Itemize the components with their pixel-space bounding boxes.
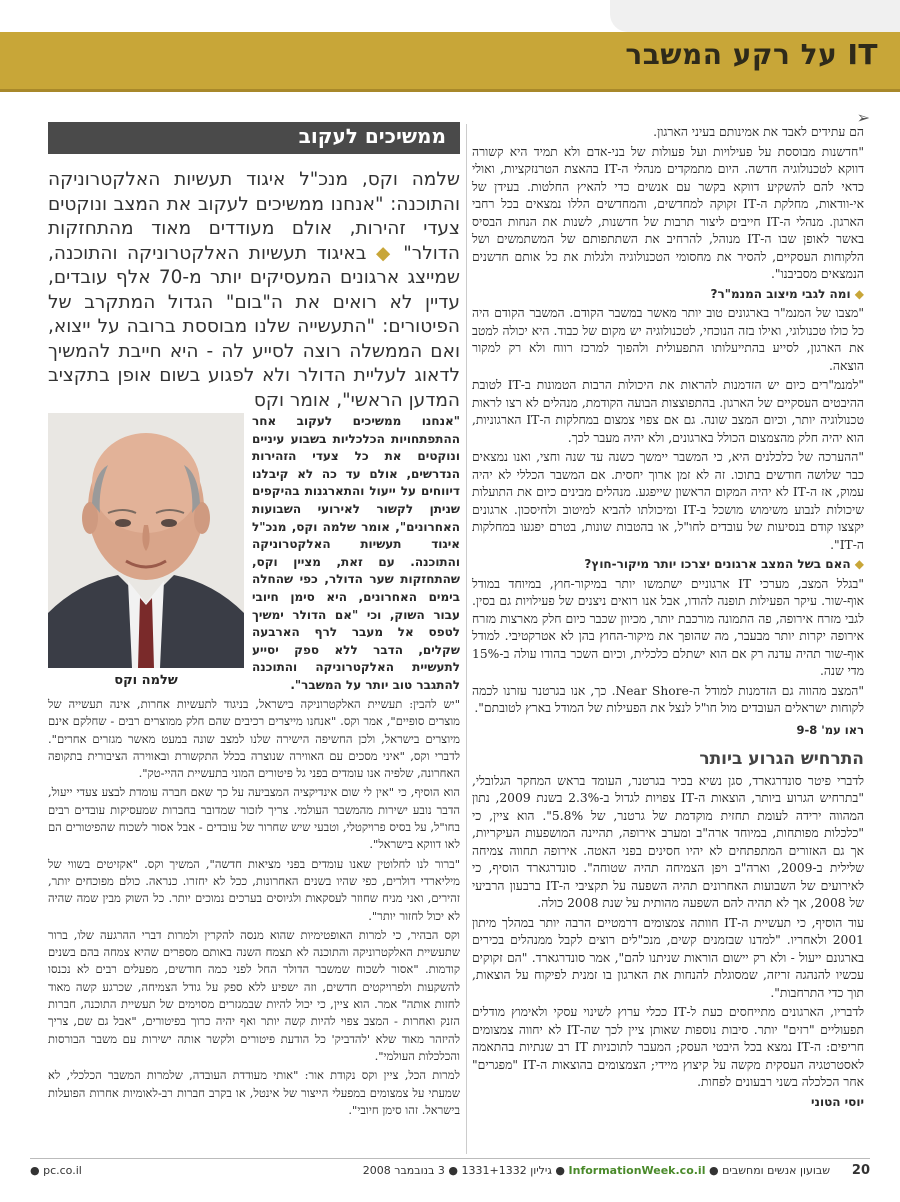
pc-site [30, 1164, 82, 1177]
sidebar-heading-box [48, 122, 460, 154]
diamond-bullet-icon: ◆ [375, 242, 394, 264]
main-paragraph: עוד הוסיף, כי תעשיית ה-IT חוותה צמצומים דרמטיים הרבה יותר במהלך מיתון 2001 ולאחריו. "למדנו שבזמנים קשים, מנכ"לים רוצים לקבל ממנהלים בכירים בארגונם ייעול - ולא רק יישום הוראות שניתנו להם", אמר סונדרגארד. "הם זקוקים עכשיו להנהגה זריזה, שמסוגלת להנחות את הארגון בו זמנית לפיקוח על הוצאות, תוך כדי התרחבות". [472, 915, 864, 1000]
main-paragraph: "ההערכה של כלכלנים היא, כי המשבר יימשך כשנה עד שנה וחצי, ואנו נמצאים כבר שלושה חודשים בתוכו. זה לא זמן ארוך יחסית. אם המשבר הכללי לא יהיה עמוק, אז ה-IT לא יהיה המקום הראשון שייפגע. מנהלים מבינים כיום את התועלות שיכולות לנבוע משימוש מושכל ב-IT ומיכולתו להביא למיטוב ולחיסכון. ארגונים יקצצו קודם בנסיעות של עובדים לחו"ל, או בהטבות שונות, בטרם יפגעו במחלקות ה-IT". [472, 450, 864, 552]
section-title: IT על רקע המשבר [625, 38, 878, 71]
top-tab [610, 0, 900, 32]
question-heading [472, 286, 864, 304]
column-divider [466, 124, 467, 1154]
sidebar-paragraph: וקס הבהיר, כי למרות האופטימיות שהוא מנסה להקרין ולמרות דברי ההרגעה שלו, ברור שתעשיית האלקטרוניקה והתוכנה לא תצמח השנה באותם מספרים שהיא צמחה בהם בשנים קודמות. "אסור לשכוח שמשבר הדולר החל לפני כמה חודשים, מפעלים רבים לא נכנסו להשקעות ולפרויקטים חדשים, וזה ישפיע ללא ספק על גודל הצמיחה, שכרגע קשה מאוד לחזות אותה" אמר. הוא ציין, כי יכול להיות שבמגזרים מסוימים של תעשיית התוכנה, חברות הזנק ואחרות - המצב צפוי להיות קשה יותר ואף יהיה כרוך בפיטורים, "אבל גם שם, צריך להיזהר מאוד שלא 'להדביק' כל הודעת פיטורים ולקשר אותה ישירות עם משבר הבורסות והכלכלות העולמי". [48, 927, 460, 1063]
section-arrow-icon: ➢ [856, 108, 870, 127]
photo-caption: שלמה וקס [48, 668, 244, 694]
bullet-icon: ● [555, 1164, 566, 1177]
top-bar [0, 0, 900, 32]
main-paragraph: לדברי פיטר סונדרגארד, סגן נשיא בכיר בגרטנר, העומד בראש המחקר הגלובלי, "בתרחיש הגרוע ביותר, הוצאות ה-IT צפויות לגדול ב-2.3% בשנת 2009, נתון המהווה ירידה לעומת תחזית מוקדמת של גרטנר, של 5.8%". הוא ציין, כי "כלכלות מפותחות, במיוחד ארה"ב ומערב אירופה, תהיינה המושפעות העיקריות, אך גם האזורים המתפתחים לא יהיו חסינים בפני האטה. אירופה תחווה צמיחה שלילית ב-2009, וארה"ב ויפן הצמיחה תהיה שטוחה". סונדרגארד הוסיף, כי לאירועים של השבועות האחרונים תהיה השפעה על תקציבי ה-IT ברבעון הרביעי של 2008, אך לא תהיה להם השפעה מהותית על שנת 2008 כולה. [472, 773, 865, 910]
see-also-ref: ראו עמ' 9-8 [796, 722, 864, 737]
sidebar-paragraph: למרות הכל, ציין וקס נקודת אור: "אותי מעודדת העובדה, שלמרות המשבר הכלכלי, לא שמעתי על צמצומים במפעלי הייצור של אינטל, או בקרב חברות רב-לאומיות אחרות הפועלות בישראל. זהו סימן חיובי". [48, 1068, 460, 1117]
issue-number: גיליון 1331+1332 [461, 1164, 552, 1177]
main-article-column [472, 124, 864, 1111]
sidebar-paragraph: הוא הוסיף, כי "אין לי שום אינדיקציה המצביעה על כך שאם חברה עומדת לבצע צעדי ייעול, הדבר נובע ישירות מהמשבר העולמי. צריך לזכור שמדובר בחברות שמעסיקות עובדים רבים בחו"ל, על בסיס פרויקטלי, וטבעי שיש שחרור של עובדים - אבל אסור לשכוח שהפיטורים הם לאו דווקא בישראל". [48, 785, 460, 852]
author-byline: יוסי הטוני [810, 1094, 864, 1109]
diamond-bullet-icon: ◆ [854, 557, 864, 571]
band-underline [0, 89, 900, 92]
page-number: 20 [851, 1163, 870, 1178]
portrait-illustration [48, 413, 244, 668]
main-paragraph: לדבריו, הארגונים מתייחסים כעת ל-IT ככלי ערוץ לשינוי עסקי ולאימוץ מודלים תפעוליים "רזים" יותר. סיבות נוספות שאותן ציין לכך שה-IT לא יחווה צמצומים חריפים: ה-IT נמצא בכל היבטי העסק; המעבר לתוכניות IT רב שנתיות בהתאמה לאסטרטגיה העסקית מקשה על קיצוץ מיידי; הצמצומים בהוצאות ה-IT "מפגרים" אחר הכלכלה בשני רבעונים לפחות. [472, 1005, 865, 1089]
footer-publication-info [363, 1164, 830, 1177]
main-paragraph: "חדשנות מבוססת על פעילויות ועל פעולות של בני-אדם ולא תמיד היא קשורה דווקא לטכנולוגיה חדשה. היום מתמקדים מנהלי ה-IT בהאצת הטרנזקציות, ואולי כדאי להם להשקיע דווקא בקשר עם אנשים כדי להאיץ החלטות. בעידן של אי-וודאות, מחלקת ה-IT זקוקה למחדשים, והמחדשים הללו נמצאים בכל רחבי הארגון. מנהלי ה-IT חייבים ליצור תרבות של חדשנות, לשנות את הנחות הבסיס באשר לאופן שבו ה-IT מנוהל, להרחיב את השתתפותם של המשתמשים ושל הלקוחות העסקיים, להסיר את מחסומי הטכנולוגיה ולגלות את כל אותם חדשנים הנמצאים מסביבנו". [472, 144, 865, 281]
main-paragraph: הם עתידים לאבד את אמינותם בעיני הארגון. [653, 125, 864, 139]
sidebar-heading: ממשיכים לעקוב [298, 124, 446, 148]
pc-site-link[interactable]: pc.co.il [43, 1164, 82, 1177]
question-text: האם בשל המצב ארגונים יצרכו יותר מיקור-חוץ? [584, 557, 851, 571]
publication-name: שבועון אנשים ומחשבים [722, 1164, 830, 1177]
sidebar-article-column [48, 696, 460, 1121]
main-paragraph: "מצבו של המנמ"ר בארגונים טוב יותר מאשר במשבר הקודם. המשבר הקודם היה כל כולו טכנולוגי, ואילו בזה הנוכחי, לטכנולוגיה יש מקום של כבוד. היא יכולה למטב את הארגון, לסייע בהתייעלותו התפעולית ולהפוך למרכז רווח ולא רק למקור הוצאה. [472, 306, 864, 373]
section-header-band [0, 32, 900, 92]
sidebar-paragraph: "ברור לנו לחלוטין שאנו עומדים בפני מציאות חדשה", המשיך וקס. "אקזיטים בשווי של מיליארדי דולרים, כפי שהיו בשנים האחרונות, ככל לא יחזרו. כנראה. כולם מפוכחים יותר, זהירים, ואני מניח שחוזר לעסקאות ולגיוסים בערכים נמוכים יותר. כל השוק מבין שמה שהיה לא יכול לחזור יותר". [48, 856, 460, 923]
page-footer [30, 1158, 870, 1179]
question-text: ומה לגבי מיצוב המנמ"ר? [710, 286, 851, 301]
subheading: התרחיש הגרוע ביותר [699, 749, 864, 769]
bullet-icon: ● [708, 1164, 719, 1177]
bullet-icon: ● [448, 1164, 458, 1177]
issue-date: 3 בנובמבר 2008 [362, 1164, 445, 1177]
pull-quote: "אנחנו ממשיכים לעקוב אחר ההתפתחויות הכלכליות בשבוע עיניים ונוקטים את כל צעדי הזהירות הנדרשים, אולם עד כה לא קיבלנו דיווחים על ייעול והתארגנות בהיקפים שניתן לקשור לאירועי השבועות האחרונים", אומר שלמה וקס, מנכ"ל איגוד תעשיות האלקטרוניקה והתוכנה. עם זאת, מציין וקס, שהתחזקות שער הדולר, כפי שהחלה בימים האחרונים, היא סימן חיובי עבור השוק, וכי "אם הדולר ימשיך לטפס אל מעבר לרף הארבעה שקלים, הדבר ללא ספק יסייע לתעשיית האלקטרוניקה והתוכנה להתגבר טוב יותר על המשבר". [252, 414, 460, 692]
sidebar-paragraph: "יש להבין: תעשיית האלקטרוניקה בישראל, בניגוד לתעשיות אחרות, אינה תעשייה של מוצרים סופיים", אמר וקס. "אנחנו מייצרים רכיבים שהם חלק ממוצרים רבים - שחלקם אינם מיוצרים בישראל, ולכן החשיפה הישירה שלנו למצב שונה במעט מאשר מגזרים אחרים". לדברי וקס, "איני מסכים עם האווירה שנוצרה בכלל התקשורת ובאווירה הציבורית בתקופה האחרונה, שלפיה אנו עומדים בפני גל פיטורים המוני בתעשיית ההיי-טק". [48, 697, 460, 781]
question-heading [472, 556, 864, 574]
sidebar-intro [48, 168, 460, 413]
bullet-icon: ● [30, 1164, 40, 1177]
diamond-bullet-icon: ◆ [854, 286, 864, 301]
main-paragraph: "המצב מהווה גם הזדמנות למודל ה-Near Shore. כך, אנו בגרטנר עזרנו לכמה לקוחות ישראלים העובדים מול חו"ל לנצל את הפעילות של המודל בארץ לטובתם". [472, 683, 864, 715]
main-paragraph: "בגלל המצב, מערכי IT ארגוניים ישתמשו יותר במיקור-חוץ, במיוחד במודל אוף-שור. עיקר הפעילות תופנה להודו, אבל אנו רואים ניצנים של פעילויות גם בסין. לגבי מזרח אירופה, פה התמונה מורכבת יותר, מכיוון שכבר כיום חלק מארצות מזרח אירופה יקרות יותר מבעבר, מה שהופך את מיקור-החוץ בהן לא אטרקטיבי. למודל אוף-שור תהיה עדנה רק אם הוא ישתלם כלכלית, וכיום השכר בהודו עולה ב-15% מדי שנה. [472, 576, 864, 678]
site-link[interactable]: InformationWeek.co.il [568, 1164, 706, 1177]
intro-text: שלמה וקס, מנכ"ל איגוד תעשיות האלקטרוניקה והתוכנה: "אנחנו ממשיכים לעקוב את המצב ונוקטים צעדי זהירות, אולם מעודדים מאוד מהתחזקות הדולר" [48, 169, 460, 264]
intro-text: באיגוד תעשיות האלקטרוניקה והתוכנה, שמייצג ארגונים המעסיקים יותר מ-70 אלף עובדים, עדיין לא רואים את ה"בום" הגדול המתקרב של הפיטורים: "התעשייה שלנו מבוססת ברובה על ייצוא, ואם הממשלה רוצה לסייע לה - היא חייבת להמשיך לדאוג לעליית הדולר ולא לפגוע בשום אופן בתקציב המדען הראשי", אומר וקס [48, 242, 460, 411]
main-paragraph: "למנמ"רים כיום יש הזדמנות להראות את היכולות הרבות הטמונות ב-IT לטובת ההיבטים העסקיים של הארגון. בהתפוצצות הבועה הקודמת, מנהלים לא רצו לראות טכנולוגיה יותר, וכיום המצב שונה. גם אם צפוי צמצום במחלקות ה-IT הארגוניות, הוא יהיה חלק מהצמצום הכולל בארגונים, ולא יהיה מעבר לכך. [472, 378, 864, 445]
portrait-photo [48, 413, 244, 668]
